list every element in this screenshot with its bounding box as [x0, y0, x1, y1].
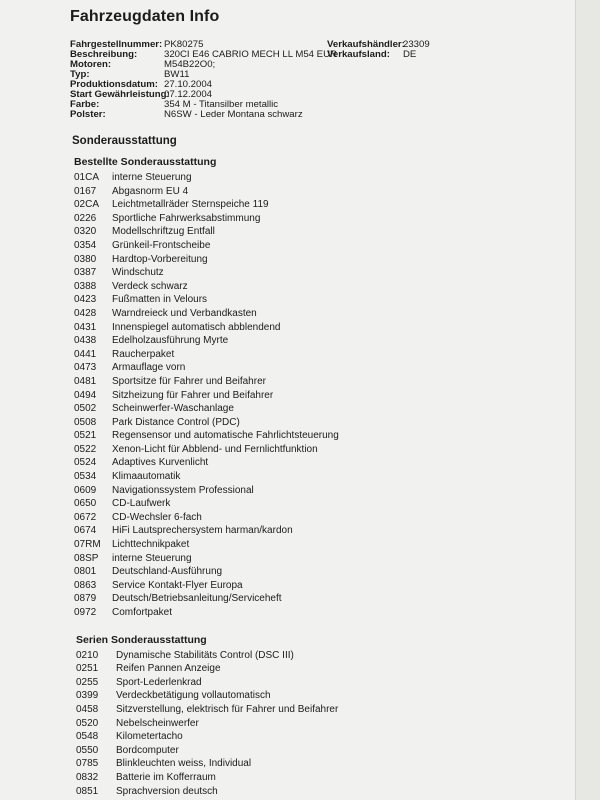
option-code: 0502 — [74, 403, 97, 415]
option-description: Verdeckbetätigung vollautomatisch — [116, 690, 271, 702]
option-row — [70, 334, 600, 348]
option-description: Innenspiegel automatisch abblendend — [112, 321, 281, 333]
section-title: Sonderausstattung — [72, 135, 177, 147]
option-code: 0534 — [74, 471, 97, 483]
option-row — [70, 429, 600, 443]
header-value: BW11 — [164, 69, 190, 80]
header-label: Fahrgestellnummer: — [70, 39, 163, 50]
option-code: 0879 — [74, 593, 97, 605]
option-row — [70, 511, 600, 525]
option-row — [70, 253, 600, 267]
option-row — [70, 565, 600, 579]
option-row — [70, 239, 600, 253]
option-description: Sportliche Fahrwerksabstimmung — [112, 212, 261, 224]
option-description: Adaptives Kurvenlicht — [112, 457, 209, 469]
option-code: 0550 — [76, 744, 99, 756]
option-description: Deutsch/Betriebsanleitung/Serviceheft — [112, 593, 282, 605]
dealer-label: Verkaufshändler: — [327, 39, 405, 50]
option-row — [70, 676, 600, 690]
option-row — [70, 484, 600, 498]
header-value: PK80275 — [164, 39, 204, 50]
option-description: Deutschland-Ausführung — [112, 566, 223, 578]
option-description: Armauflage vorn — [112, 362, 186, 374]
option-description: CD-Wechsler 6-fach — [112, 511, 202, 523]
option-description: Kilometertacho — [116, 731, 183, 743]
option-description: Sprachversion deutsch — [116, 785, 218, 797]
option-row — [70, 785, 600, 799]
option-description: Comfortpaket — [112, 607, 173, 618]
option-description: Navigationssystem Professional — [112, 484, 254, 496]
option-code: 0380 — [74, 253, 97, 265]
option-row — [70, 730, 600, 744]
option-description: Raucherpaket — [112, 348, 175, 360]
option-description: Lichttechnikpaket — [112, 539, 190, 551]
option-description: Reifen Pannen Anzeige — [116, 663, 221, 675]
vehicle-header — [70, 40, 600, 121]
option-code: 0863 — [74, 579, 97, 591]
header-value: 320CI E46 CABRIO MECH LL M54 EUR — [164, 49, 337, 60]
option-row — [70, 443, 600, 457]
option-row — [70, 649, 600, 663]
option-description: Batterie im Kofferraum — [116, 771, 216, 783]
option-description: Service Kontakt-Flyer Europa — [112, 579, 243, 591]
option-code: 0441 — [74, 348, 97, 360]
option-code: 0520 — [76, 717, 99, 729]
ordered-options-title: Bestellte Sonderausstattung — [74, 156, 217, 168]
option-description: Verdeck schwarz — [112, 280, 188, 292]
option-code: 0674 — [74, 525, 97, 537]
option-description: interne Steuerung — [112, 552, 192, 564]
dealer-value: 23309 — [403, 39, 430, 50]
option-row — [70, 375, 600, 389]
option-description: Grünkeil-Frontscheibe — [112, 239, 211, 251]
option-code: 0508 — [74, 416, 97, 428]
option-code: 0255 — [76, 676, 99, 688]
option-description: Leichtmetallräder Sternspeiche 119 — [112, 199, 269, 211]
option-code: 0423 — [74, 294, 97, 306]
option-row — [70, 171, 600, 185]
option-code: 07RM — [74, 539, 101, 551]
option-row — [70, 266, 600, 280]
option-code: 0388 — [74, 280, 97, 292]
option-code: 0481 — [74, 375, 97, 387]
header-label: Beschreibung: — [70, 49, 138, 60]
option-row — [70, 717, 600, 731]
option-description: Hardtop-Vorbereitung — [112, 253, 208, 265]
option-row — [70, 280, 600, 294]
option-description: Scheinwerfer-Waschanlage — [112, 403, 234, 415]
option-code: 0548 — [76, 731, 99, 743]
option-description: Blinkleuchten weiss, Individual — [116, 758, 252, 770]
option-row — [70, 293, 600, 307]
option-description: Bordcomputer — [116, 744, 179, 756]
option-description: Sport-Lederlenkrad — [116, 676, 202, 688]
header-value: N6SW - Leder Montana schwarz — [164, 109, 303, 120]
ordered-options-list — [70, 171, 600, 620]
option-row — [70, 592, 600, 606]
option-code: 0428 — [74, 307, 97, 319]
option-row — [70, 703, 600, 717]
option-code: 0851 — [76, 785, 99, 797]
option-description: Sportsitze für Fahrer und Beifahrer — [112, 375, 266, 387]
header-value: 27.10.2004 — [164, 79, 213, 90]
option-row — [70, 744, 600, 758]
option-code: 0210 — [76, 649, 99, 661]
option-row — [70, 456, 600, 470]
option-code: 0494 — [74, 389, 97, 401]
header-label: Produktionsdatum: — [70, 79, 158, 90]
header-label: Motoren: — [70, 59, 112, 70]
option-description: Park Distance Control (PDC) — [112, 416, 240, 428]
option-row — [70, 470, 600, 484]
option-row — [70, 497, 600, 511]
country-label: Verkaufsland: — [327, 49, 390, 60]
option-code: 0387 — [74, 267, 97, 279]
option-row — [70, 579, 600, 593]
header-value: M54B22O0; — [164, 59, 216, 70]
option-description: Fußmatten in Velours — [112, 294, 208, 306]
header-label: Farbe: — [70, 99, 100, 110]
option-row — [70, 198, 600, 212]
option-code: 08SP — [74, 552, 99, 564]
option-code: 0473 — [74, 362, 97, 374]
option-row — [70, 689, 600, 703]
option-code: 0438 — [74, 335, 97, 347]
option-row — [70, 321, 600, 335]
option-code: 0167 — [74, 185, 97, 197]
option-description: Edelholzausführung Myrte — [112, 335, 229, 347]
option-code: 0226 — [74, 212, 97, 224]
option-row — [70, 402, 600, 416]
option-description: Warndreieck und Verbandkasten — [112, 307, 257, 319]
option-code: 0522 — [74, 443, 97, 455]
option-description: Xenon-Licht für Abblend- und Fernlichtfunktion — [112, 443, 318, 455]
standard-options-list — [70, 649, 600, 799]
option-code: 02CA — [74, 199, 100, 211]
option-row — [70, 771, 600, 785]
option-row — [70, 416, 600, 430]
option-description: Windschutz — [112, 267, 164, 279]
option-row — [70, 662, 600, 676]
option-description: interne Steuerung — [112, 172, 192, 183]
option-description: CD-Laufwerk — [112, 498, 171, 510]
header-label: Polster: — [70, 109, 106, 120]
option-code: 0399 — [76, 690, 99, 702]
header-value: 354 M - Titansilber metallic — [164, 99, 279, 110]
option-code: 0801 — [74, 566, 97, 578]
option-row — [70, 552, 600, 566]
option-description: Abgasnorm EU 4 — [112, 185, 189, 197]
option-description: Regensensor und automatische Fahrlichtsteuerung — [112, 430, 339, 442]
option-code: 0431 — [74, 321, 97, 333]
option-code: 0458 — [76, 703, 99, 715]
option-description: Modellschriftzug Entfall — [112, 226, 215, 238]
header-value: 07.12.2004 — [164, 89, 213, 100]
option-code: 0650 — [74, 498, 97, 510]
option-row — [70, 225, 600, 239]
option-row — [70, 361, 600, 375]
option-code: 0251 — [76, 663, 99, 675]
option-description: HiFi Lautsprechersystem harman/kardon — [112, 525, 293, 537]
country-value: DE — [403, 49, 417, 60]
option-code: 0785 — [76, 758, 99, 770]
option-description: Nebelscheinwerfer — [116, 717, 199, 729]
option-row — [70, 348, 600, 362]
option-row — [70, 524, 600, 538]
option-code: 0521 — [74, 430, 97, 442]
option-description: Sitzverstellung, elektrisch für Fahrer und Beifahrer — [116, 703, 339, 715]
option-row — [70, 606, 600, 620]
standard-options-title: Serien Sonderausstattung — [76, 633, 207, 646]
option-row — [70, 757, 600, 771]
option-code: 0672 — [74, 511, 97, 523]
option-row — [70, 389, 600, 403]
option-description: Dynamische Stabilitäts Control (DSC III) — [116, 649, 294, 661]
option-code: 0320 — [74, 226, 97, 238]
option-code: 0354 — [74, 239, 97, 251]
document-title: Fahrzeugdaten Info — [70, 8, 220, 25]
option-row — [70, 538, 600, 552]
option-code: 0524 — [74, 457, 97, 469]
header-label: Typ: — [70, 69, 90, 80]
option-row — [70, 212, 600, 226]
option-row — [70, 307, 600, 321]
option-code: 0832 — [76, 771, 99, 783]
option-description: Sitzheizung für Fahrer und Beifahrer — [112, 389, 274, 401]
option-description: Klimaautomatik — [112, 471, 181, 483]
option-code: 0972 — [74, 607, 97, 618]
option-code: 01CA — [74, 172, 100, 183]
option-code: 0609 — [74, 484, 97, 496]
header-label: Start Gewährleistung: — [70, 89, 170, 100]
option-row — [70, 185, 600, 199]
